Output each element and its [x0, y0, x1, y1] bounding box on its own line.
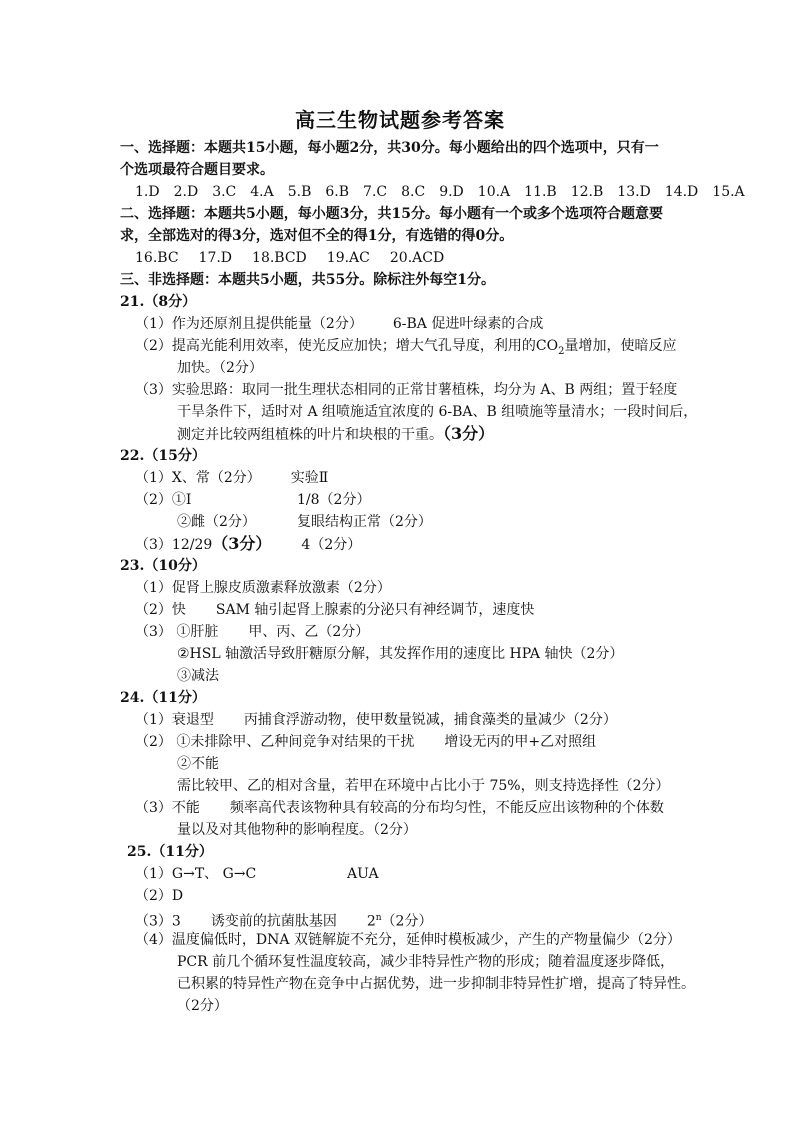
q21-answer-1 — [135, 314, 543, 334]
section3-heading: 三、非选择题：本题共5小题，共55分。除标注外每空1分。 — [120, 272, 495, 288]
q23-answer-1: （1）促肾上腺皮质激素释放激素（2分） — [135, 580, 391, 596]
answer-item: 7.C — [363, 184, 388, 200]
q22-answer-2 — [135, 490, 370, 510]
q21-answer-3-line3 — [177, 424, 494, 445]
q25-answer-3 — [135, 908, 432, 932]
page-title: 高三生物试题参考答案 — [295, 108, 505, 132]
q22-answer-3 — [135, 534, 361, 555]
q25-heading: 25.（11分） — [127, 844, 213, 860]
answer-item: 4.A — [250, 184, 274, 200]
q24-answer-3a: （3）不能 — [135, 800, 200, 816]
q22-score: （3分） — [212, 534, 272, 553]
answer-item: 3.C — [212, 184, 237, 200]
q21-answer-1b: 6-BA 促进叶绿素的合成 — [392, 316, 544, 332]
q23-answer-3b: 甲、丙、乙（2分） — [248, 624, 370, 640]
answer-item: 6.B — [325, 184, 350, 200]
answer-item: 2.D — [173, 184, 199, 200]
answer-item: 17.D — [198, 250, 233, 266]
answer-item: 18.BCD — [252, 250, 307, 266]
section1-heading-line1: 一、选择题：本题共15小题，每小题2分，共30分。每小题给出的四个选项中，只有一 — [120, 140, 659, 156]
q21-answer-2-text: （2）提高光能利用效率，使光反应加快；增大气孔导度，利用的CO — [135, 338, 559, 354]
q21-answer-2-cont: 加快。（2分） — [177, 360, 263, 376]
q22-answer-1a: （1）X、常（2分） — [135, 470, 261, 486]
q25-answer-4-line2: PCR 前几个循环复性温度较高，减少非特异性产物的形成；随着温度逐步降低， — [177, 954, 675, 970]
q24-answer-3b: 频率高代表该物种具有较高的分布均匀性，不能反应出该物种的个体数 — [229, 800, 664, 816]
q24-answer-1b: 丙捕食浮游动物，使甲数量锐减，捕食藻类的量减少（2分） — [243, 712, 617, 728]
answer-item: 13.D — [617, 184, 651, 200]
answer-item: 19.AC — [326, 250, 370, 266]
q25-answer-1a: （1）G→T、 G→C — [135, 866, 257, 882]
answer-item: 5.B — [287, 184, 312, 200]
q22-answer-2c: ②雌（2分） — [177, 514, 256, 530]
q22-answer-2-cont — [177, 512, 432, 532]
q25-answer-1b: AUA — [347, 866, 379, 882]
q21-answer-3-text: 测定并比较两组植株的叶片和块根的干重。 — [177, 427, 443, 443]
q25-answer-2: （2）D — [135, 888, 184, 904]
section1-heading-line2: 个选项最符合题目要求。 — [120, 162, 274, 178]
q22-answer-2a: （2）①Ⅰ — [135, 492, 192, 508]
q23-answer-3-part2: ②HSL 轴激活导致肝糖原分解，其发挥作用的速度比 HPA 轴快（2分） — [177, 646, 624, 662]
q21-score: （3分） — [443, 424, 495, 443]
q24-answer-2-part2: ②不能 — [177, 756, 219, 772]
q25-answer-4-line3: 已积累的特异性产物在竞争中占据优势，进一步抑制非特异性扩增，提高了特异性。 — [177, 976, 695, 992]
q23-answer-3-part3: ③减法 — [177, 668, 219, 684]
q24-answer-3-cont: 量以及对其他物种的影响程度。（2分） — [177, 822, 417, 838]
q22-answer-3b: 4（2分） — [301, 537, 362, 553]
q23-answer-3a: （3） ①肝脏 — [135, 624, 219, 640]
exponent-n: n — [375, 913, 382, 923]
answer-item: 11.B — [524, 184, 557, 200]
q24-answer-3 — [135, 798, 664, 818]
q24-answer-1 — [135, 710, 617, 730]
q24-answer-2b: 增设无丙的甲+乙对照组 — [444, 734, 597, 750]
answer-item: 16.BC — [135, 250, 179, 266]
q25-answer-4-line1: （4）温度偏低时，DNA 双链解旋不充分，延伸时模板减少，产生的产物量偏少（2分） — [135, 932, 681, 948]
co2-subscript: 2 — [558, 345, 565, 357]
q25-answer-3b: 诱变前的抗菌肽基因 — [210, 913, 337, 930]
answer-item: 9.D — [439, 184, 464, 200]
answer-item: 10.A — [477, 184, 511, 200]
section2-heading-line2: 求，全部选对的得3分，选对但不全的得1分，有选错的得0分。 — [120, 228, 514, 244]
q21-answer-3-line1: （3）实验思路：取同一批生理状态相同的正常甘薯植株，均分为 A、B 两组；置于轻度 — [135, 382, 678, 398]
q24-answer-2 — [135, 732, 596, 752]
section2-heading-line1: 二、选择题：本题共5小题，每小题3分，共15分。每小题有一个或多个选项符合题意要 — [120, 206, 663, 222]
q22-answer-2d: 复眼结构正常（2分） — [297, 514, 432, 530]
q22-answer-1 — [135, 468, 328, 488]
q25-answer-3-score: （2分） — [381, 913, 433, 930]
q22-answer-3a: （3）12/29 — [135, 537, 213, 553]
q21-answer-1a: （1）作为还原剂且提供能量（2分） — [135, 316, 363, 332]
q23-answer-2a: （2）快 — [135, 602, 186, 618]
answer-item: 15.A — [712, 184, 745, 200]
q23-heading: 23.（10分） — [120, 558, 206, 574]
q21-heading: 21.（8分） — [120, 294, 197, 310]
q21-answer-2-text-end: 量增加，使暗反应 — [564, 338, 677, 354]
q25-answer-4-line4: （2分） — [177, 998, 228, 1014]
answer-item: 8.C — [401, 184, 426, 200]
section1-answers — [135, 182, 745, 202]
answer-item: 14.D — [664, 184, 699, 200]
q24-answer-2-part2-reason: 需比较甲、乙的相对含量，若甲在环境中占比小于 75%，则支持选择性（2分） — [177, 778, 670, 794]
q22-answer-2b: 1/8（2分） — [297, 492, 371, 508]
q25-answer-3c: 2 — [366, 913, 376, 930]
answer-item: 20.ACD — [389, 250, 445, 266]
q22-heading: 22.（15分） — [120, 448, 206, 464]
section2-answers — [135, 248, 444, 268]
answer-item: 12.B — [570, 184, 604, 200]
q23-answer-2 — [135, 600, 534, 620]
q25-answer-1 — [135, 864, 379, 884]
q25-answer-3a: （3）3 — [135, 913, 181, 930]
q24-answer-2a: （2） ①未排除甲、乙种间竞争对结果的干扰 — [135, 734, 415, 750]
q24-answer-1a: （1）衰退型 — [135, 712, 214, 728]
q23-answer-2b: SAM 轴引起肾上腺素的分泌只有神经调节，速度快 — [215, 602, 535, 618]
q21-answer-3-line2: 干旱条件下，适时对 A 组喷施适宜浓度的 6-BA、B 组喷施等量清水；一段时间后， — [177, 404, 698, 420]
q24-heading: 24.（11分） — [120, 690, 206, 706]
q22-answer-1b: 实验Ⅱ — [290, 470, 329, 486]
q23-answer-3 — [135, 622, 369, 642]
answer-item: 1.D — [135, 184, 160, 200]
